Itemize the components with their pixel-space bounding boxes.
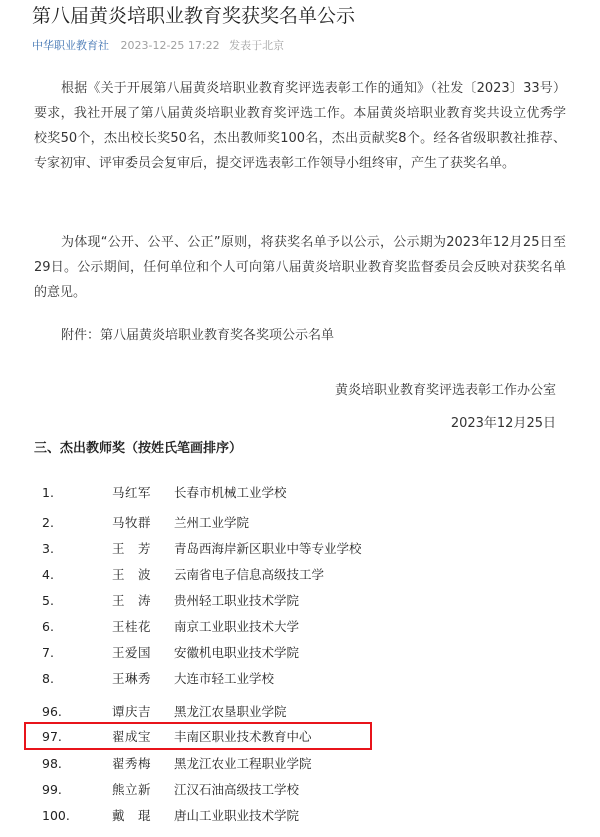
list-item bbox=[0, 589, 600, 613]
item-number: 5. bbox=[42, 593, 54, 608]
teacher-name: 王 芳 bbox=[112, 541, 152, 556]
school-name: 丰南区职业技术教育中心 bbox=[174, 729, 312, 744]
teacher-name: 王琳秀 bbox=[112, 671, 152, 686]
paragraph-attachment: 附件：第八届黄炎培职业教育奖各奖项公示名单 bbox=[61, 328, 335, 343]
list-item bbox=[0, 481, 600, 505]
list-item bbox=[0, 641, 600, 665]
section-title: 三、杰出教师奖（按姓氏笔画排序） bbox=[34, 441, 243, 456]
school-name: 江汉石油高级技工学校 bbox=[174, 782, 300, 797]
teacher-name: 王 涛 bbox=[112, 593, 152, 608]
paragraph-intro: 根据《关于开展第八届黄炎培职业教育奖评选表彰工作的通知》（社发〔2023〕33号）要求，我社开展了第八届黄炎培职业教育奖评选工作。本届黄炎培职业教育奖共设立优秀学校奖50个，杰出校长奖50名，杰出教师奖100名，杰出贡献奖8个。经各省级职教社推荐、专家初审、评审委员会复审后，提交评选表彰工作领导小组终审，产生了获奖名单。 bbox=[34, 81, 566, 171]
item-number: 96. bbox=[42, 704, 62, 719]
paragraph-publicity: 为体现“公开、公平、公正”原则，将获奖名单予以公示，公示期为2023年12月25日至29日。公示期间，任何单位和个人可向第八届黄炎培职业教育奖监督委员会反映对获奖名单的意见。 bbox=[34, 235, 566, 300]
school-name: 青岛西海岸新区职业中等专业学校 bbox=[174, 541, 362, 556]
school-name: 大连市轻工业学校 bbox=[174, 671, 275, 686]
list-item bbox=[0, 752, 600, 776]
highlight-box bbox=[24, 722, 372, 750]
article-meta bbox=[32, 38, 284, 54]
signature-date: 2023年12月25日 bbox=[450, 416, 556, 431]
teacher-name: 谭庆吉 bbox=[112, 704, 152, 719]
publish-location: 发表于北京 bbox=[229, 39, 285, 52]
source-link[interactable]: 中华职业教育社 bbox=[32, 39, 109, 52]
item-number: 8. bbox=[42, 671, 54, 686]
list-item bbox=[0, 700, 600, 724]
school-name: 长春市机械工业学校 bbox=[174, 485, 287, 500]
item-number: 98. bbox=[42, 756, 62, 771]
school-name: 兰州工业学院 bbox=[174, 515, 250, 530]
teacher-name: 熊立新 bbox=[112, 782, 152, 797]
school-name: 安徽机电职业技术学院 bbox=[174, 645, 300, 660]
school-name: 南京工业职业技术大学 bbox=[174, 619, 300, 634]
teacher-name: 王桂花 bbox=[112, 619, 152, 634]
teacher-name: 翟成宝 bbox=[112, 729, 152, 744]
item-number: 4. bbox=[42, 567, 54, 582]
teacher-name: 翟秀梅 bbox=[112, 756, 152, 771]
teacher-name: 马红军 bbox=[112, 485, 152, 500]
list-item bbox=[0, 615, 600, 639]
list-item bbox=[0, 778, 600, 802]
school-name: 贵州轻工职业技术学院 bbox=[174, 593, 300, 608]
teacher-name: 王爱国 bbox=[112, 645, 152, 660]
item-number: 2. bbox=[42, 515, 54, 530]
school-name: 云南省电子信息高级技工学 bbox=[174, 567, 325, 582]
school-name: 唐山工业职业技术学院 bbox=[174, 808, 300, 823]
article-title: 第八届黄炎培职业教育奖获奖名单公示 bbox=[32, 5, 356, 27]
publish-time: 2023-12-25 17:22 bbox=[120, 39, 220, 52]
item-number: 6. bbox=[42, 619, 54, 634]
list-item bbox=[0, 563, 600, 587]
signature-organization: 黄炎培职业教育奖评选表彰工作办公室 bbox=[334, 383, 556, 398]
list-item bbox=[0, 537, 600, 561]
item-number: 100. bbox=[42, 808, 70, 823]
list-item bbox=[0, 511, 600, 535]
teacher-name: 戴 琨 bbox=[112, 808, 152, 823]
list-item bbox=[0, 804, 600, 828]
school-name: 黑龙江农垦职业学院 bbox=[174, 704, 287, 719]
item-number: 99. bbox=[42, 782, 62, 797]
list-item bbox=[0, 667, 600, 691]
item-number: 3. bbox=[42, 541, 54, 556]
item-number: 7. bbox=[42, 645, 54, 660]
item-number: 97. bbox=[42, 729, 62, 744]
teacher-name: 王 波 bbox=[112, 567, 152, 582]
teacher-name: 马牧群 bbox=[112, 515, 152, 530]
item-number: 1. bbox=[42, 485, 54, 500]
school-name: 黑龙江农业工程职业学院 bbox=[174, 756, 312, 771]
